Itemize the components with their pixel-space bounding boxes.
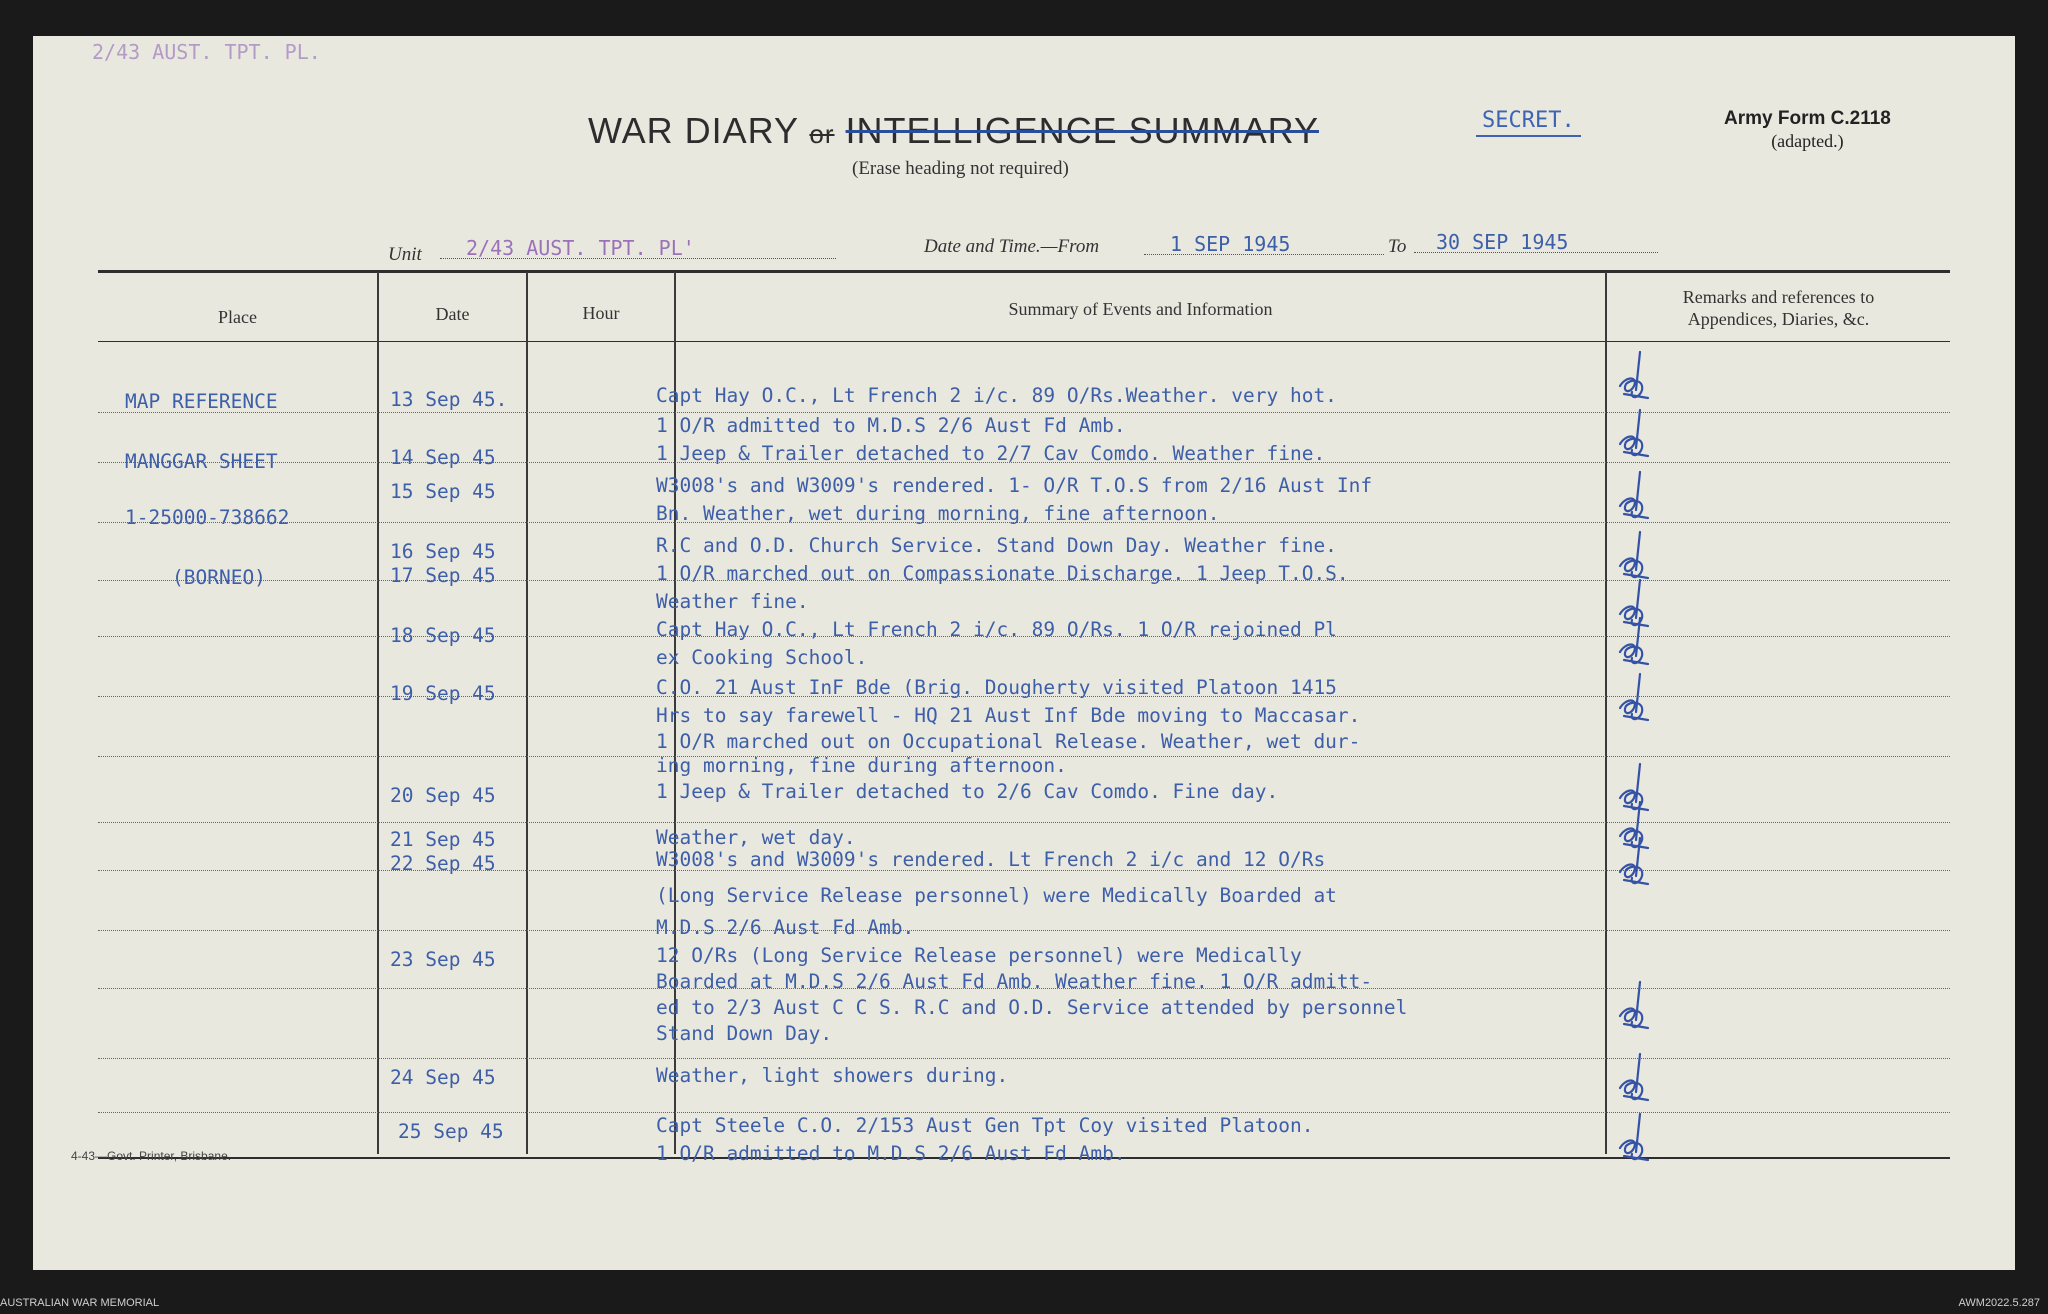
summary-line: R.C and O.D. Church Service. Stand Down Day. Weather fine. xyxy=(656,534,1337,557)
date-to-value: 30 SEP 1945 xyxy=(1436,230,1569,254)
summary-line: Capt Hay O.C., Lt French 2 i/c. 89 O/Rs.Weather. very hot. xyxy=(656,384,1337,407)
title-or: or xyxy=(809,119,835,149)
summary-line: Weather fine. xyxy=(656,590,809,613)
summary-line: Hrs to say farewell - HQ 21 Aust Inf Bde moving to Maccasar. xyxy=(656,704,1361,727)
summary-line: Stand Down Day. xyxy=(656,1022,833,1045)
date-to-label: To xyxy=(1388,236,1407,257)
date-entry: 25 Sep 45 xyxy=(398,1120,504,1143)
summary-line: 1 O/R admitted to M.D.S 2/6 Aust Fd Amb. xyxy=(656,414,1126,437)
army-form-label xyxy=(1724,108,1891,152)
date-from-value: 1 SEP 1945 xyxy=(1170,232,1291,256)
archive-credit: AUSTRALIAN WAR MEMORIAL xyxy=(0,1297,160,1309)
handwritten-initials xyxy=(1612,836,1662,896)
summary-line: 1 Jeep & Trailer detached to 2/6 Cav Comdo. Fine day. xyxy=(656,780,1279,803)
date-entry: 16 Sep 45 xyxy=(390,540,496,563)
summary-line: C.O. 21 Aust InF Bde (Brig. Dougherty visited Platoon 1415 xyxy=(656,676,1337,699)
summary-line: ed to 2/3 Aust C C S. R.C and O.D. Service attended by personnel xyxy=(656,996,1408,1019)
place-line: (BORNEO) xyxy=(172,566,266,589)
date-entry: 21 Sep 45 xyxy=(390,828,496,851)
erase-note: (Erase heading not required) xyxy=(852,158,1069,179)
unit-label: Unit xyxy=(388,244,422,265)
header-summary: Summary of Events and Information xyxy=(1008,299,1273,319)
col-divider-summary xyxy=(1605,272,1607,1154)
summary-line: M.D.S 2/6 Aust Fd Amb. xyxy=(656,916,915,939)
army-form-adapted: (adapted.) xyxy=(1771,131,1844,151)
handwritten-initials xyxy=(1612,616,1662,676)
handwritten-initials xyxy=(1612,408,1662,468)
date-entry: 19 Sep 45 xyxy=(390,682,496,705)
header-date: Date xyxy=(435,304,470,324)
unit-value: 2/43 AUST. TPT. PL' xyxy=(466,236,695,260)
place-line: MANGGAR SHEET xyxy=(125,450,278,473)
summary-line: Boarded at M.D.S 2/6 Aust Fd Amb. Weather fine. 1 O/R admitt- xyxy=(656,970,1373,993)
header-place: Place xyxy=(218,307,257,327)
row-rule xyxy=(98,1058,1950,1059)
page-title xyxy=(588,110,1319,152)
summary-line: 1 O/R admitted to M.D.S 2/6 Aust Fd Amb. xyxy=(656,1142,1126,1165)
summary-line: 1 O/R marched out on Occupational Release. Weather, wet dur- xyxy=(656,730,1361,753)
title-intelligence-summary: INTELLIGENCE SUMMARY xyxy=(845,110,1319,151)
handwritten-initials xyxy=(1612,470,1662,530)
summary-line: ex Cooking School. xyxy=(656,646,868,669)
summary-line: 1 O/R marched out on Compassionate Discharge. 1 Jeep T.O.S. xyxy=(656,562,1349,585)
row-rule xyxy=(98,412,1950,413)
row-rule xyxy=(98,930,1950,931)
place-line: 1-25000-738662 xyxy=(125,506,290,529)
summary-line: ing morning, fine during afternoon. xyxy=(656,754,1067,777)
date-entry: 20 Sep 45 xyxy=(390,784,496,807)
summary-line: (Long Service Release personnel) were Medically Boarded at xyxy=(656,884,1337,907)
summary-line: W3008's and W3009's rendered. Lt French 2 i/c and 12 O/Rs xyxy=(656,848,1326,871)
date-entry: 13 Sep 45. xyxy=(390,388,508,411)
summary-line: Capt Steele C.O. 2/153 Aust Gen Tpt Coy visited Platoon. xyxy=(656,1114,1314,1137)
header-bottom-rule xyxy=(98,341,1950,342)
row-rule xyxy=(98,1112,1950,1113)
date-entry: 24 Sep 45 xyxy=(390,1066,496,1089)
summary-line: W3008's and W3009's rendered. 1- O/R T.O.S from 2/16 Aust Inf xyxy=(656,474,1373,497)
place-line: MAP REFERENCE xyxy=(125,390,278,413)
handwritten-initials xyxy=(1612,672,1662,732)
summary-line: Weather, wet day. xyxy=(656,826,856,849)
handwritten-initials xyxy=(1612,1052,1662,1112)
date-entry: 18 Sep 45 xyxy=(390,624,496,647)
printer-imprint: 4-43—Govt. Printer, Brisbane. xyxy=(71,1149,232,1163)
title-war-diary: WAR DIARY xyxy=(588,110,799,151)
unit-stamp: 2/43 AUST. TPT. PL. xyxy=(92,40,321,64)
date-entry: 17 Sep 45 xyxy=(390,564,496,587)
date-entry: 14 Sep 45 xyxy=(390,446,496,469)
header-remarks xyxy=(1607,286,1950,330)
header-hour: Hour xyxy=(582,303,620,323)
date-from-label: Date and Time.—From xyxy=(924,236,1100,257)
summary-line: Weather, light showers during. xyxy=(656,1064,1009,1087)
table-top-rule xyxy=(98,270,1950,273)
date-entry: 15 Sep 45 xyxy=(390,480,496,503)
secret-stamp: SECRET. xyxy=(1476,108,1581,137)
summary-line: 12 O/Rs (Long Service Release personnel) were Medically xyxy=(656,944,1302,967)
col-divider-place xyxy=(377,272,379,1154)
diary-sheet xyxy=(33,36,2015,1270)
date-entry: 22 Sep 45 xyxy=(390,852,496,875)
header-remarks-line-1: Remarks and references to xyxy=(1682,287,1875,307)
row-rule xyxy=(98,822,1950,823)
handwritten-initials xyxy=(1612,980,1662,1040)
header-remarks-line-2: Appendices, Diaries, &c. xyxy=(1687,309,1870,329)
summary-line: Bn. Weather, wet during morning, fine afternoon. xyxy=(656,502,1220,525)
handwritten-initials xyxy=(1612,1112,1662,1172)
date-entry: 23 Sep 45 xyxy=(390,948,496,971)
summary-line: Capt Hay O.C., Lt French 2 i/c. 89 O/Rs. 1 O/R rejoined Pl xyxy=(656,618,1337,641)
summary-line: 1 Jeep & Trailer detached to 2/7 Cav Comdo. Weather fine. xyxy=(656,442,1326,465)
col-divider-date xyxy=(526,272,528,1154)
archive-reference: AWM2022.5.287 xyxy=(1958,1297,2040,1309)
handwritten-initials xyxy=(1612,350,1662,410)
army-form-name: Army Form C.2118 xyxy=(1724,108,1891,129)
